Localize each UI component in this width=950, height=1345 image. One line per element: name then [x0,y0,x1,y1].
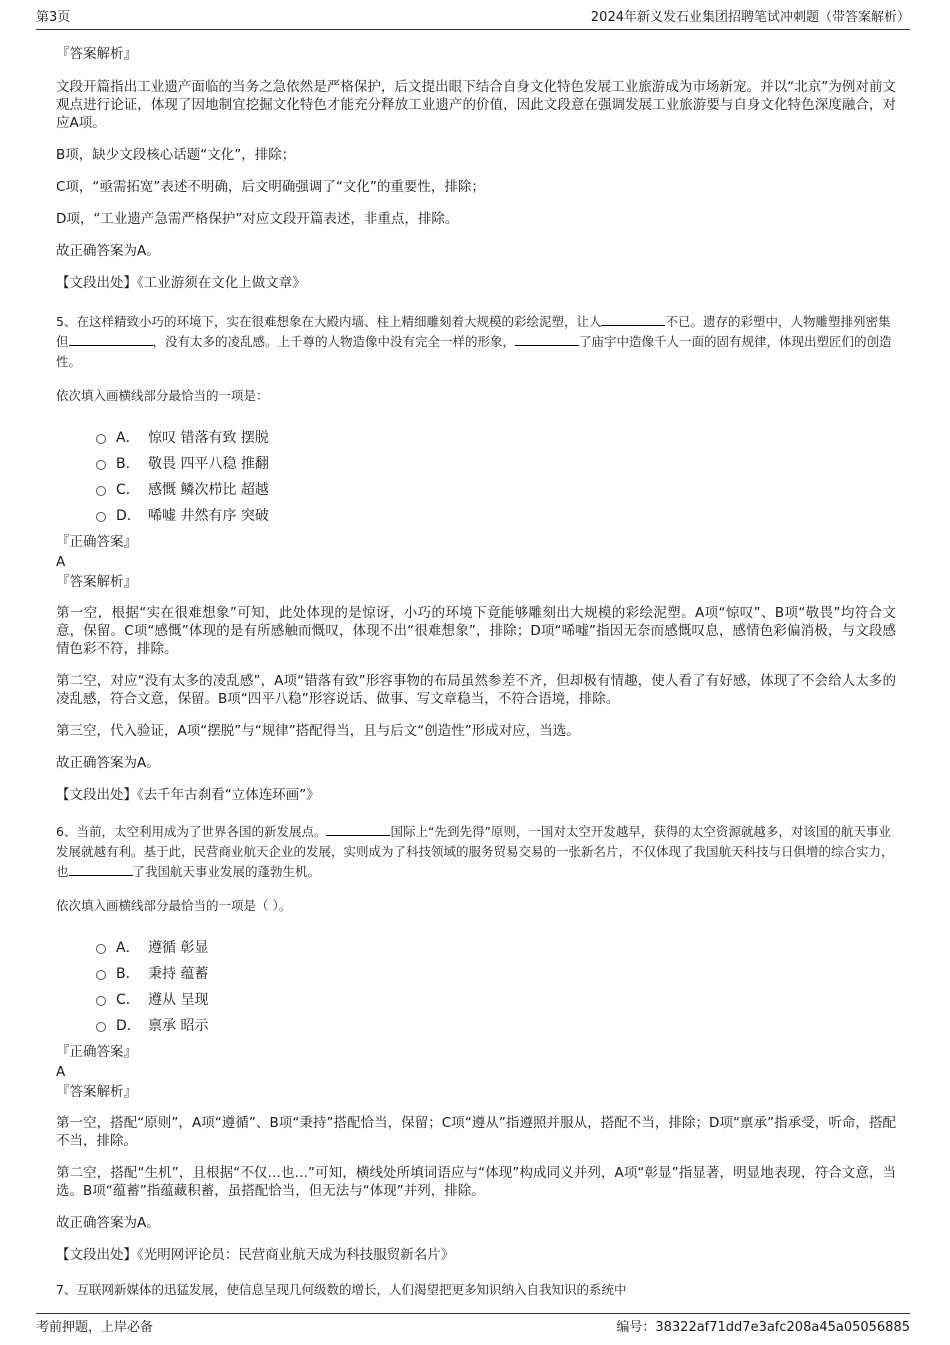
document-title: 2024年新义发石业集团招聘笔试冲刺题（带答案解析） [590,10,910,25]
correct-answer-label: 『正确答案』 [56,534,137,550]
q5-source: 【文段出处】《去千年古刹看“立体连环画”》 [56,787,320,803]
option-a[interactable]: A． 遵循 彰显 [96,934,896,960]
q5-options [96,424,896,528]
option-c[interactable]: C． 感慨 鳞次栉比 超越 [96,476,896,502]
q5-answer: A [56,554,66,570]
page-footer [36,1313,910,1335]
option-d[interactable]: D． 禀承 昭示 [96,1012,896,1038]
blank [515,332,579,346]
q5-stem: 5、在这样精致小巧的环境下，实在很难想象在大殿内墙、柱上精细雕刻着大规模的彩绘泥塑，让人 不已。遗存的彩塑中，人物雕塑排列密集但 ，没有太多的凌乱感。上千尊的人物造像中没有完全一样的形象， 了庙宇中造像千人一面的固有规律，体现出塑匠们的创造性。 [56,314,892,369]
q6-analysis-2: 第二空，搭配“生机”，且根据“不仅…也…”可知，横线处所填词语应与“体现”构成同义并列，A项“彰显”指显著，明显地表现，符合文意，当选。B项“蕴蓄”指蕴藏积蓄，虽搭配恰当，但无法与“体现”并列，排除。 [56,1165,896,1199]
blank [326,822,390,836]
footer-slogan: 考前押题，上岸必备 [36,1320,154,1335]
q6-stem: 6、当前，太空利用成为了世界各国的新发展点。 国际上“先到先得”原则，一国对太空开发越早，获得的太空资源就越多，对该国的航天事业发展就越有利。基于此，民营商业航天企业的发展，实则成为了科技领域的服务贸易交易的一张新名片，不仅体现了我国航天科技与日俱增的综合实力，也 了我国航天事业发展的蓬勃生机。 [56,824,894,879]
radio-icon[interactable] [96,486,106,496]
q6-analysis-1: 第一空，搭配“原则”，A项“遵循”、B项“秉持”搭配恰当，保留；C项“遵从”指遵照并服从，搭配不当，排除；D项“禀承”指承受，听命，搭配不当，排除。 [56,1115,896,1149]
radio-icon[interactable] [96,944,106,954]
option-a[interactable]: A． 惊叹 错落有致 摆脱 [96,424,896,450]
blank [69,862,133,876]
blank [601,312,665,326]
q6-options [96,934,896,1038]
analysis-label: 『答案解析』 [56,574,137,590]
q4-analysis-1: 文段开篇指出工业遗产面临的当务之急依然是严格保护，后文提出眼下结合自身文化特色发展工业旅游成为市场新宠。并以“北京”为例对前文观点进行论证，体现了因地制宜挖掘文化特色才能充分释放工业遗产的价值，因此文段意在强调发展工业旅游要与自身文化特色深度融合，对应A项。 [56,79,896,131]
q4-source: 【文段出处】《工业游须在文化上做文章》 [56,275,306,291]
q4-analysis-3: C项，“亟需拓宽”表述不明确，后文明确强调了“文化”的重要性，排除； [56,179,485,195]
radio-icon[interactable] [96,970,106,980]
q5-prompt: 依次填入画横线部分最恰当的一项是： [56,388,269,403]
blank [69,332,153,346]
analysis-label: 『答案解析』 [56,1084,137,1100]
correct-answer-label: 『正确答案』 [56,1044,137,1060]
radio-icon[interactable] [96,460,106,470]
q4-analysis-4: D项，“工业遗产急需严格保护”对应文段开篇表述，非重点，排除。 [56,211,459,227]
option-b[interactable]: B． 秉持 蕴蓄 [96,960,896,986]
q5-analysis-3: 第三空，代入验证，A项“摆脱”与“规律”搭配得当，且与后文“创造性”形成对应，当选。 [56,723,580,739]
page-header [36,0,910,30]
document-id: 编号：38322af71dd7e3afc208a45a05056885 [616,1320,910,1335]
analysis-label: 『答案解析』 [56,46,137,62]
page-content [56,44,896,1300]
radio-icon[interactable] [96,996,106,1006]
q6-analysis-3: 故正确答案为A。 [56,1215,160,1231]
q7-stem-partial: 7、互联网新媒体的迅猛发展，使信息呈现几何级数的增长，人们渴望把更多知识纳入自我知识的系统中 [56,1282,627,1297]
q4-analysis-2: B项，缺少文段核心话题“文化”，排除； [56,147,296,163]
q5-analysis-1: 第一空，根据“实在很难想象”可知，此处体现的是惊讶，小巧的环境下竟能够雕刻出大规模的彩绘泥塑。A项“惊叹”、B项“敬畏”均符合文意，保留。C项“感慨”体现的是有所感触而慨叹，体现不出“很难想象”，排除；D项“唏嘘”指因无奈而感慨叹息，感情色彩偏消极，与文段感情色彩不符，排除。 [56,605,896,657]
option-b[interactable]: B． 敬畏 四平八稳 推翻 [96,450,896,476]
radio-icon[interactable] [96,434,106,444]
q6-answer: A [56,1064,66,1080]
page-number: 第3页 [36,10,71,25]
q4-analysis-5: 故正确答案为A。 [56,243,160,259]
option-c[interactable]: C． 遵从 呈现 [96,986,896,1012]
q5-analysis-4: 故正确答案为A。 [56,755,160,771]
radio-icon[interactable] [96,512,106,522]
q6-prompt: 依次填入画横线部分最恰当的一项是（ ）。 [56,898,292,913]
radio-icon[interactable] [96,1022,106,1032]
option-d[interactable]: D． 唏嘘 井然有序 突破 [96,502,896,528]
q6-source: 【文段出处】《光明网评论员：民营商业航天成为科技服贸新名片》 [56,1247,455,1263]
q5-analysis-2: 第二空，对应“没有太多的凌乱感”，A项“错落有致”形容事物的布局虽然参差不齐，但却极有情趣，使人看了有好感，体现了不会给人太多的凌乱感，符合文意，保留。B项“四平八稳”形容说话、做事、写文章稳当，不符合语境，排除。 [56,673,896,707]
